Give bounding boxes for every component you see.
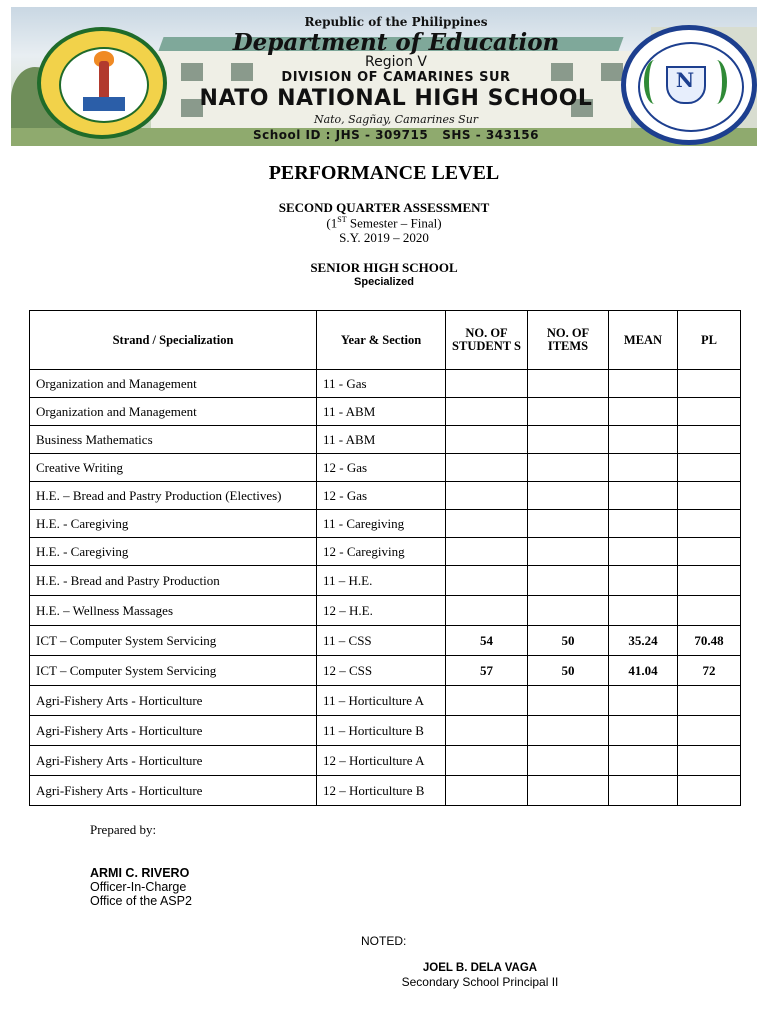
table-row <box>30 370 741 398</box>
cell-mean <box>609 454 678 482</box>
cell-strand: Agri-Fishery Arts - Horticulture <box>30 686 317 716</box>
cell-pl <box>678 398 741 426</box>
header-students: NO. OF STUDENT S <box>446 311 528 370</box>
header-items: NO. OF ITEMS <box>528 311 609 370</box>
table-row <box>30 426 741 454</box>
cell-section: 12 – Horticulture B <box>317 776 446 806</box>
table-row <box>30 482 741 510</box>
header-pl: PL <box>678 311 741 370</box>
principal-role: Secondary School Principal II <box>401 975 559 989</box>
cell-mean <box>609 776 678 806</box>
laurel-right-icon <box>706 60 727 104</box>
table-row <box>30 566 741 596</box>
cell-strand: H.E. – Wellness Massages <box>30 596 317 626</box>
cell-items <box>528 686 609 716</box>
division-seal-logo <box>37 27 167 139</box>
cell-items: 50 <box>528 656 609 686</box>
cell-students <box>446 454 528 482</box>
department-line: Department of Education <box>232 29 560 56</box>
seal-letter: N <box>675 68 695 92</box>
cell-students <box>446 482 528 510</box>
cell-pl <box>678 370 741 398</box>
cell-pl <box>678 482 741 510</box>
cell-mean <box>609 538 678 566</box>
cell-mean <box>609 370 678 398</box>
school-id: School ID : JHS - 309715 SHS - 343156 <box>252 128 540 142</box>
table-header-row <box>30 311 741 370</box>
cell-pl: 72 <box>678 656 741 686</box>
cell-items <box>528 510 609 538</box>
cell-students <box>446 596 528 626</box>
cell-strand: ICT – Computer System Servicing <box>30 626 317 656</box>
cell-mean <box>609 746 678 776</box>
category-label: Specialized <box>354 276 414 288</box>
region-line: Region V <box>365 54 427 70</box>
cell-pl <box>678 426 741 454</box>
cell-students <box>446 538 528 566</box>
cell-pl <box>678 596 741 626</box>
cell-items <box>528 746 609 776</box>
cell-section: 11 - Gas <box>317 370 446 398</box>
table-row <box>30 776 741 806</box>
cell-section: 11 – H.E. <box>317 566 446 596</box>
table-row <box>30 454 741 482</box>
cell-students <box>446 566 528 596</box>
preparer-office: Office of the ASP2 <box>90 894 192 908</box>
cell-mean <box>609 716 678 746</box>
cell-section: 12 – CSS <box>317 656 446 686</box>
cell-section: 12 - Gas <box>317 454 446 482</box>
cell-strand: Business Mathematics <box>30 426 317 454</box>
cell-pl <box>678 454 741 482</box>
cell-pl <box>678 746 741 776</box>
header-section: Year & Section <box>317 311 446 370</box>
page-title: PERFORMANCE LEVEL <box>268 162 500 184</box>
cell-mean <box>609 596 678 626</box>
cell-students: 54 <box>446 626 528 656</box>
cell-students <box>446 746 528 776</box>
header-strand: Strand / Specialization <box>30 311 317 370</box>
cell-items <box>528 596 609 626</box>
laurel-left-icon <box>644 60 665 104</box>
cell-pl <box>678 686 741 716</box>
cell-students <box>446 776 528 806</box>
table-row <box>30 686 741 716</box>
cell-items <box>528 370 609 398</box>
cell-mean <box>609 398 678 426</box>
school-seal-logo <box>621 25 757 145</box>
cell-mean: 35.24 <box>609 626 678 656</box>
cell-pl <box>678 776 741 806</box>
cell-pl <box>678 538 741 566</box>
cell-section: 11 - ABM <box>317 398 446 426</box>
cell-strand: Creative Writing <box>30 454 317 482</box>
principal-name: JOEL B. DELA VAGA <box>422 962 538 974</box>
semester-sup: ST <box>337 215 347 224</box>
cell-mean <box>609 510 678 538</box>
assessment-title: SECOND QUARTER ASSESSMENT <box>278 200 490 215</box>
cell-section: 12 – H.E. <box>317 596 446 626</box>
cell-section: 11 – CSS <box>317 626 446 656</box>
cell-items <box>528 776 609 806</box>
cell-students: 57 <box>446 656 528 686</box>
book-icon <box>83 97 125 111</box>
cell-section: 11 – Horticulture A <box>317 686 446 716</box>
cell-pl <box>678 566 741 596</box>
cell-pl: 70.48 <box>678 626 741 656</box>
prepared-by-label: Prepared by: <box>90 822 157 837</box>
cell-items <box>528 538 609 566</box>
cell-items <box>528 716 609 746</box>
cell-section: 11 - ABM <box>317 426 446 454</box>
table-row <box>30 538 741 566</box>
table-row <box>30 716 741 746</box>
cell-mean: 41.04 <box>609 656 678 686</box>
header-mean: MEAN <box>609 311 678 370</box>
header-banner <box>11 7 757 146</box>
cell-strand: H.E. - Caregiving <box>30 538 317 566</box>
cell-items <box>528 426 609 454</box>
cell-strand: Organization and Management <box>30 398 317 426</box>
cell-strand: Agri-Fishery Arts - Horticulture <box>30 776 317 806</box>
noted-label: NOTED: <box>361 934 407 948</box>
cell-mean <box>609 686 678 716</box>
level-title: SENIOR HIGH SCHOOL <box>310 260 458 275</box>
cell-students <box>446 398 528 426</box>
cell-students <box>446 370 528 398</box>
semester-prefix: (1 <box>326 215 338 231</box>
cell-items <box>528 482 609 510</box>
cell-mean <box>609 566 678 596</box>
cell-strand: ICT – Computer System Servicing <box>30 656 317 686</box>
table-row <box>30 398 741 426</box>
cell-items <box>528 566 609 596</box>
cell-students <box>446 716 528 746</box>
table-row <box>30 746 741 776</box>
cell-strand: Agri-Fishery Arts - Horticulture <box>30 746 317 776</box>
cell-students <box>446 510 528 538</box>
torch-icon <box>99 61 109 101</box>
cell-items: 50 <box>528 626 609 656</box>
cell-mean <box>609 426 678 454</box>
cell-section: 12 - Gas <box>317 482 446 510</box>
cell-pl <box>678 510 741 538</box>
division-seal-inner <box>59 47 149 123</box>
school-name: NATO NATIONAL HIGH SCHOOL <box>199 86 593 111</box>
cell-pl <box>678 716 741 746</box>
cell-section: 11 – Horticulture B <box>317 716 446 746</box>
cell-students <box>446 426 528 454</box>
semester-line <box>0 215 768 231</box>
division-line: DIVISION OF CAMARINES SUR <box>281 70 511 85</box>
cell-strand: H.E. – Bread and Pastry Production (Electives) <box>30 482 317 510</box>
cell-mean <box>609 482 678 510</box>
cell-section: 12 - Caregiving <box>317 538 446 566</box>
republic-line: Republic of the Philippines <box>304 15 488 29</box>
table-row <box>30 596 741 626</box>
performance-table <box>29 310 741 806</box>
cell-items <box>528 454 609 482</box>
school-address: Nato, Sagñay, Camarines Sur <box>313 113 479 126</box>
table-row <box>30 626 741 656</box>
cell-strand: Agri-Fishery Arts - Horticulture <box>30 716 317 746</box>
cell-strand: H.E. - Bread and Pastry Production <box>30 566 317 596</box>
cell-section: 11 - Caregiving <box>317 510 446 538</box>
preparer-name: ARMI C. RIVERO <box>90 866 190 880</box>
cell-items <box>528 398 609 426</box>
cell-students <box>446 686 528 716</box>
cell-section: 12 – Horticulture A <box>317 746 446 776</box>
semester-suffix: Semester – Final) <box>346 215 442 231</box>
table-row <box>30 510 741 538</box>
school-year: S.Y. 2019 – 2020 <box>339 230 429 245</box>
table-row <box>30 656 741 686</box>
cell-strand: H.E. - Caregiving <box>30 510 317 538</box>
cell-strand: Organization and Management <box>30 370 317 398</box>
preparer-role: Officer-In-Charge <box>90 880 187 894</box>
